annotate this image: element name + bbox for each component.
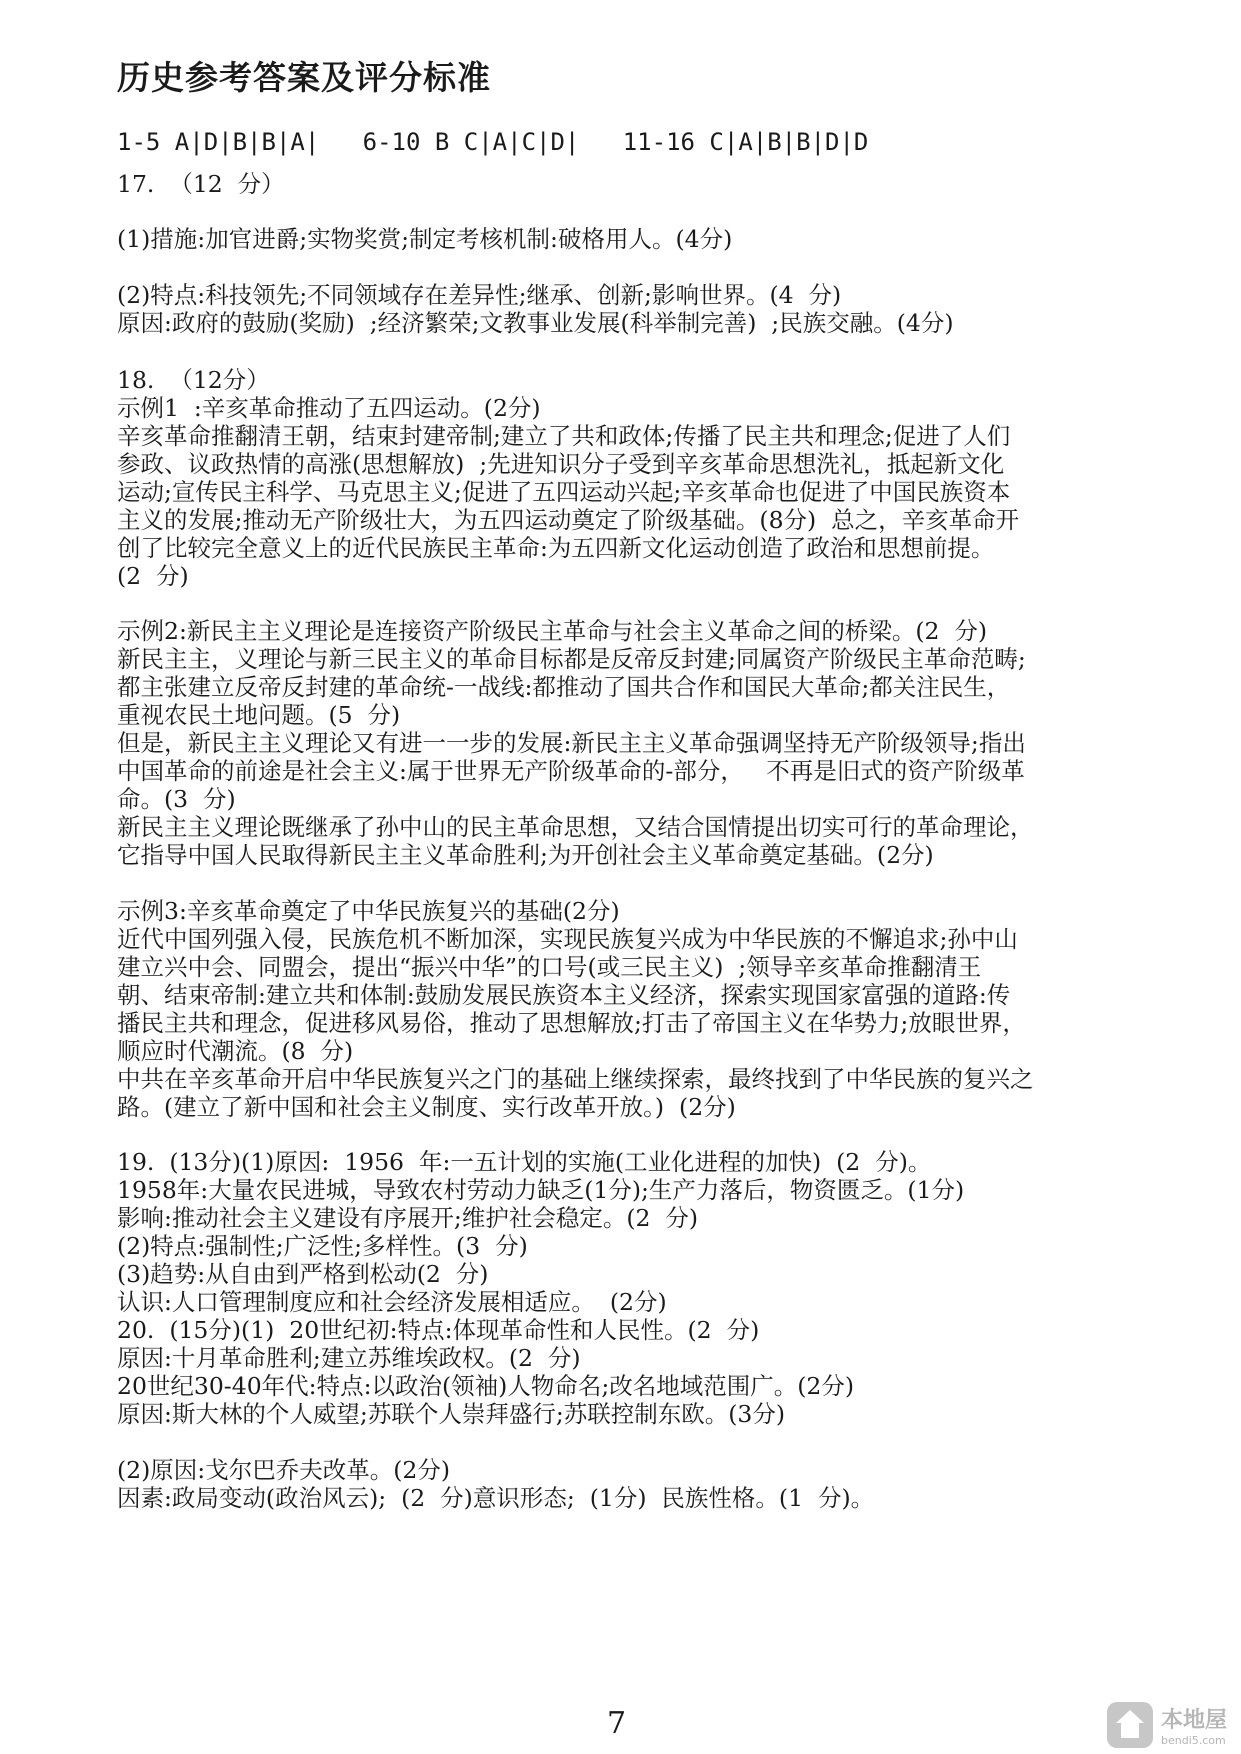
page-title: 历史参考答案及评分标准 (117, 58, 491, 97)
text-line: 20世纪30-40年代:特点:以政治(领袖)人物命名;改名地域范围广。(2分) (117, 1372, 855, 1400)
text-line: 中共在辛亥革命开启中华民族复兴之门的基础上继续探索，最终找到了中华民族的复兴之 (117, 1065, 1034, 1093)
q18-header: 18. （12分） (117, 366, 270, 394)
text-line: 命。(3 分) (117, 785, 236, 813)
text-line: 顺应时代潮流。(8 分) (117, 1037, 354, 1065)
text-line: 新民主主，义理论与新三民主义的革命目标都是反帝反封建;同属资产阶级民主革命范畴; (117, 645, 1026, 673)
watermark-name: 本地屋 (1160, 1708, 1227, 1733)
text-line: 中国革命的前途是社会主义:属于世界无产阶级革命的-部分， 不再是旧式的资产阶级革 (117, 757, 1025, 785)
text-line: 重视农民土地问题。(5 分) (117, 701, 401, 729)
q18-example1-title: 示例1 :辛亥革命推动了五四运动。(2分) (117, 394, 541, 422)
q18-example2-title: 示例2:新民主主义理论是连接资产阶级民主革命与社会主义革命之间的桥梁。(2 分) (117, 617, 988, 645)
text-line: 影响:推动社会主义建设有序展开;维护社会稳定。(2 分) (117, 1204, 699, 1232)
text-line: (2)特点:强制性;广泛性;多样性。(3 分) (117, 1232, 528, 1260)
text-line: 运动;宣传民主科学、马克思主义;促进了五四运动兴起;辛亥革命也促进了中国民族资本 (117, 478, 1011, 506)
text-line: 播民主共和理念，促进移风易俗，推动了思想解放;打击了帝国主义在华势力;放眼世界， (117, 1009, 1026, 1037)
text-line: (2 分) (117, 562, 189, 590)
text-line: 路。(建立了新中国和社会主义制度、实行改革开放。) (2分) (117, 1093, 736, 1121)
text-line: 但是，新民主主义理论又有进一一步的发展:新民主主义革命强调坚持无产阶级领导;指出 (117, 729, 1026, 757)
text-line: 它指导中国人民取得新民主主义革命胜利;为开创社会主义革命奠定基础。(2分) (117, 841, 934, 869)
text-line: 创了比较完全意义上的近代民族民主革命:为五四新文化运动创造了政治和思想前提。 (117, 534, 995, 562)
text-line: 原因:十月革命胜利;建立苏维埃政权。(2 分) (117, 1344, 581, 1372)
watermark-url: bendi5.com (1160, 1734, 1226, 1747)
text-line: 近代中国列强入侵，民族危机不断加深，实现民族复兴成为中华民族的不懈追求;孙中山 (117, 925, 1018, 953)
text-line: (3)趋势:从自由到严格到松动(2 分) (117, 1260, 489, 1288)
text-line: 1958年:大量农民进城，导致农村劳动力缺乏(1分);生产力落后，物资匮乏。(1分) (117, 1176, 965, 1204)
text-line: 新民主主义理论既继承了孙中山的民主革命思想，又结合国情提出切实可行的革命理论， (117, 813, 1034, 841)
text-line: 因素:政局变动(政治风云); (2 分)意识形态; (1分) 民族性格。(1 分)。 (117, 1484, 875, 1512)
q20-header: 20. (15分)(1) 20世纪初:特点:体现革命性和人民性。(2 分) (117, 1316, 760, 1344)
text-line: 原因:斯大林的个人威望;苏联个人崇拜盛行;苏联控制东欧。(3分) (117, 1400, 786, 1428)
q17-header: 17. （12 分） (117, 170, 285, 198)
text-line: 辛亥革命推翻清王朝，结束封建帝制;建立了共和政体;传播了民主共和理念;促进了人们 (117, 422, 1011, 450)
text-line: (2)原因:戈尔巴乔夫改革。(2分) (117, 1456, 450, 1484)
text-line: 主义的发展;推动无产阶级壮大，为五四运动奠定了阶级基础。(8分) 总之，辛亥革命开 (117, 506, 1020, 534)
house-icon (1107, 1702, 1153, 1748)
watermark (1107, 1702, 1227, 1748)
q17-part2-reasons: 原因:政府的鼓励(奖励) ;经济繁荣;文教事业发展(科举制完善) ;民族交融。(4分) (117, 309, 954, 337)
q19-header: 19. (13分)(1)原因: 1956 年:一五计划的实施(工业化进程的加快) (2 分)。 (117, 1148, 932, 1176)
text-line: 朝、结束帝制:建立共和体制:鼓励发展民族资本主义经济，探索实现国家富强的道路:传 (117, 981, 1011, 1009)
text-line: 建立兴中会、同盟会，提出“振兴中华”的口号(或三民主义) ;领导辛亥革命推翻清王 (117, 953, 982, 981)
q17-part2-features: (2)特点:科技领先;不同领域存在差异性;继承、创新;影响世界。(4 分) (117, 281, 842, 309)
text-line: 都主张建立反帝反封建的革命统-一战线:都推动了国共合作和国民大革命;都关注民生， (117, 673, 1011, 701)
text-line: 参政、议政热情的高涨(思想解放) ;先进知识分子受到辛亥革命思想洗礼，抵起新文化 (117, 450, 1005, 478)
text-line: 认识:人口管理制度应和社会经济发展相适应。 (2分) (117, 1288, 667, 1316)
multiple-choice-answers: 1-5 A|D|B|B|A| 6-10 B C|A|C|D| 11-16 C|A|B|B|D|D (117, 128, 869, 156)
q18-example3-title: 示例3:辛亥革命奠定了中华民族复兴的基础(2分) (117, 897, 620, 925)
page-number: 7 (607, 1706, 627, 1741)
q17-part1: (1)措施:加官进爵;实物奖赏;制定考核机制:破格用人。(4分) (117, 225, 733, 253)
